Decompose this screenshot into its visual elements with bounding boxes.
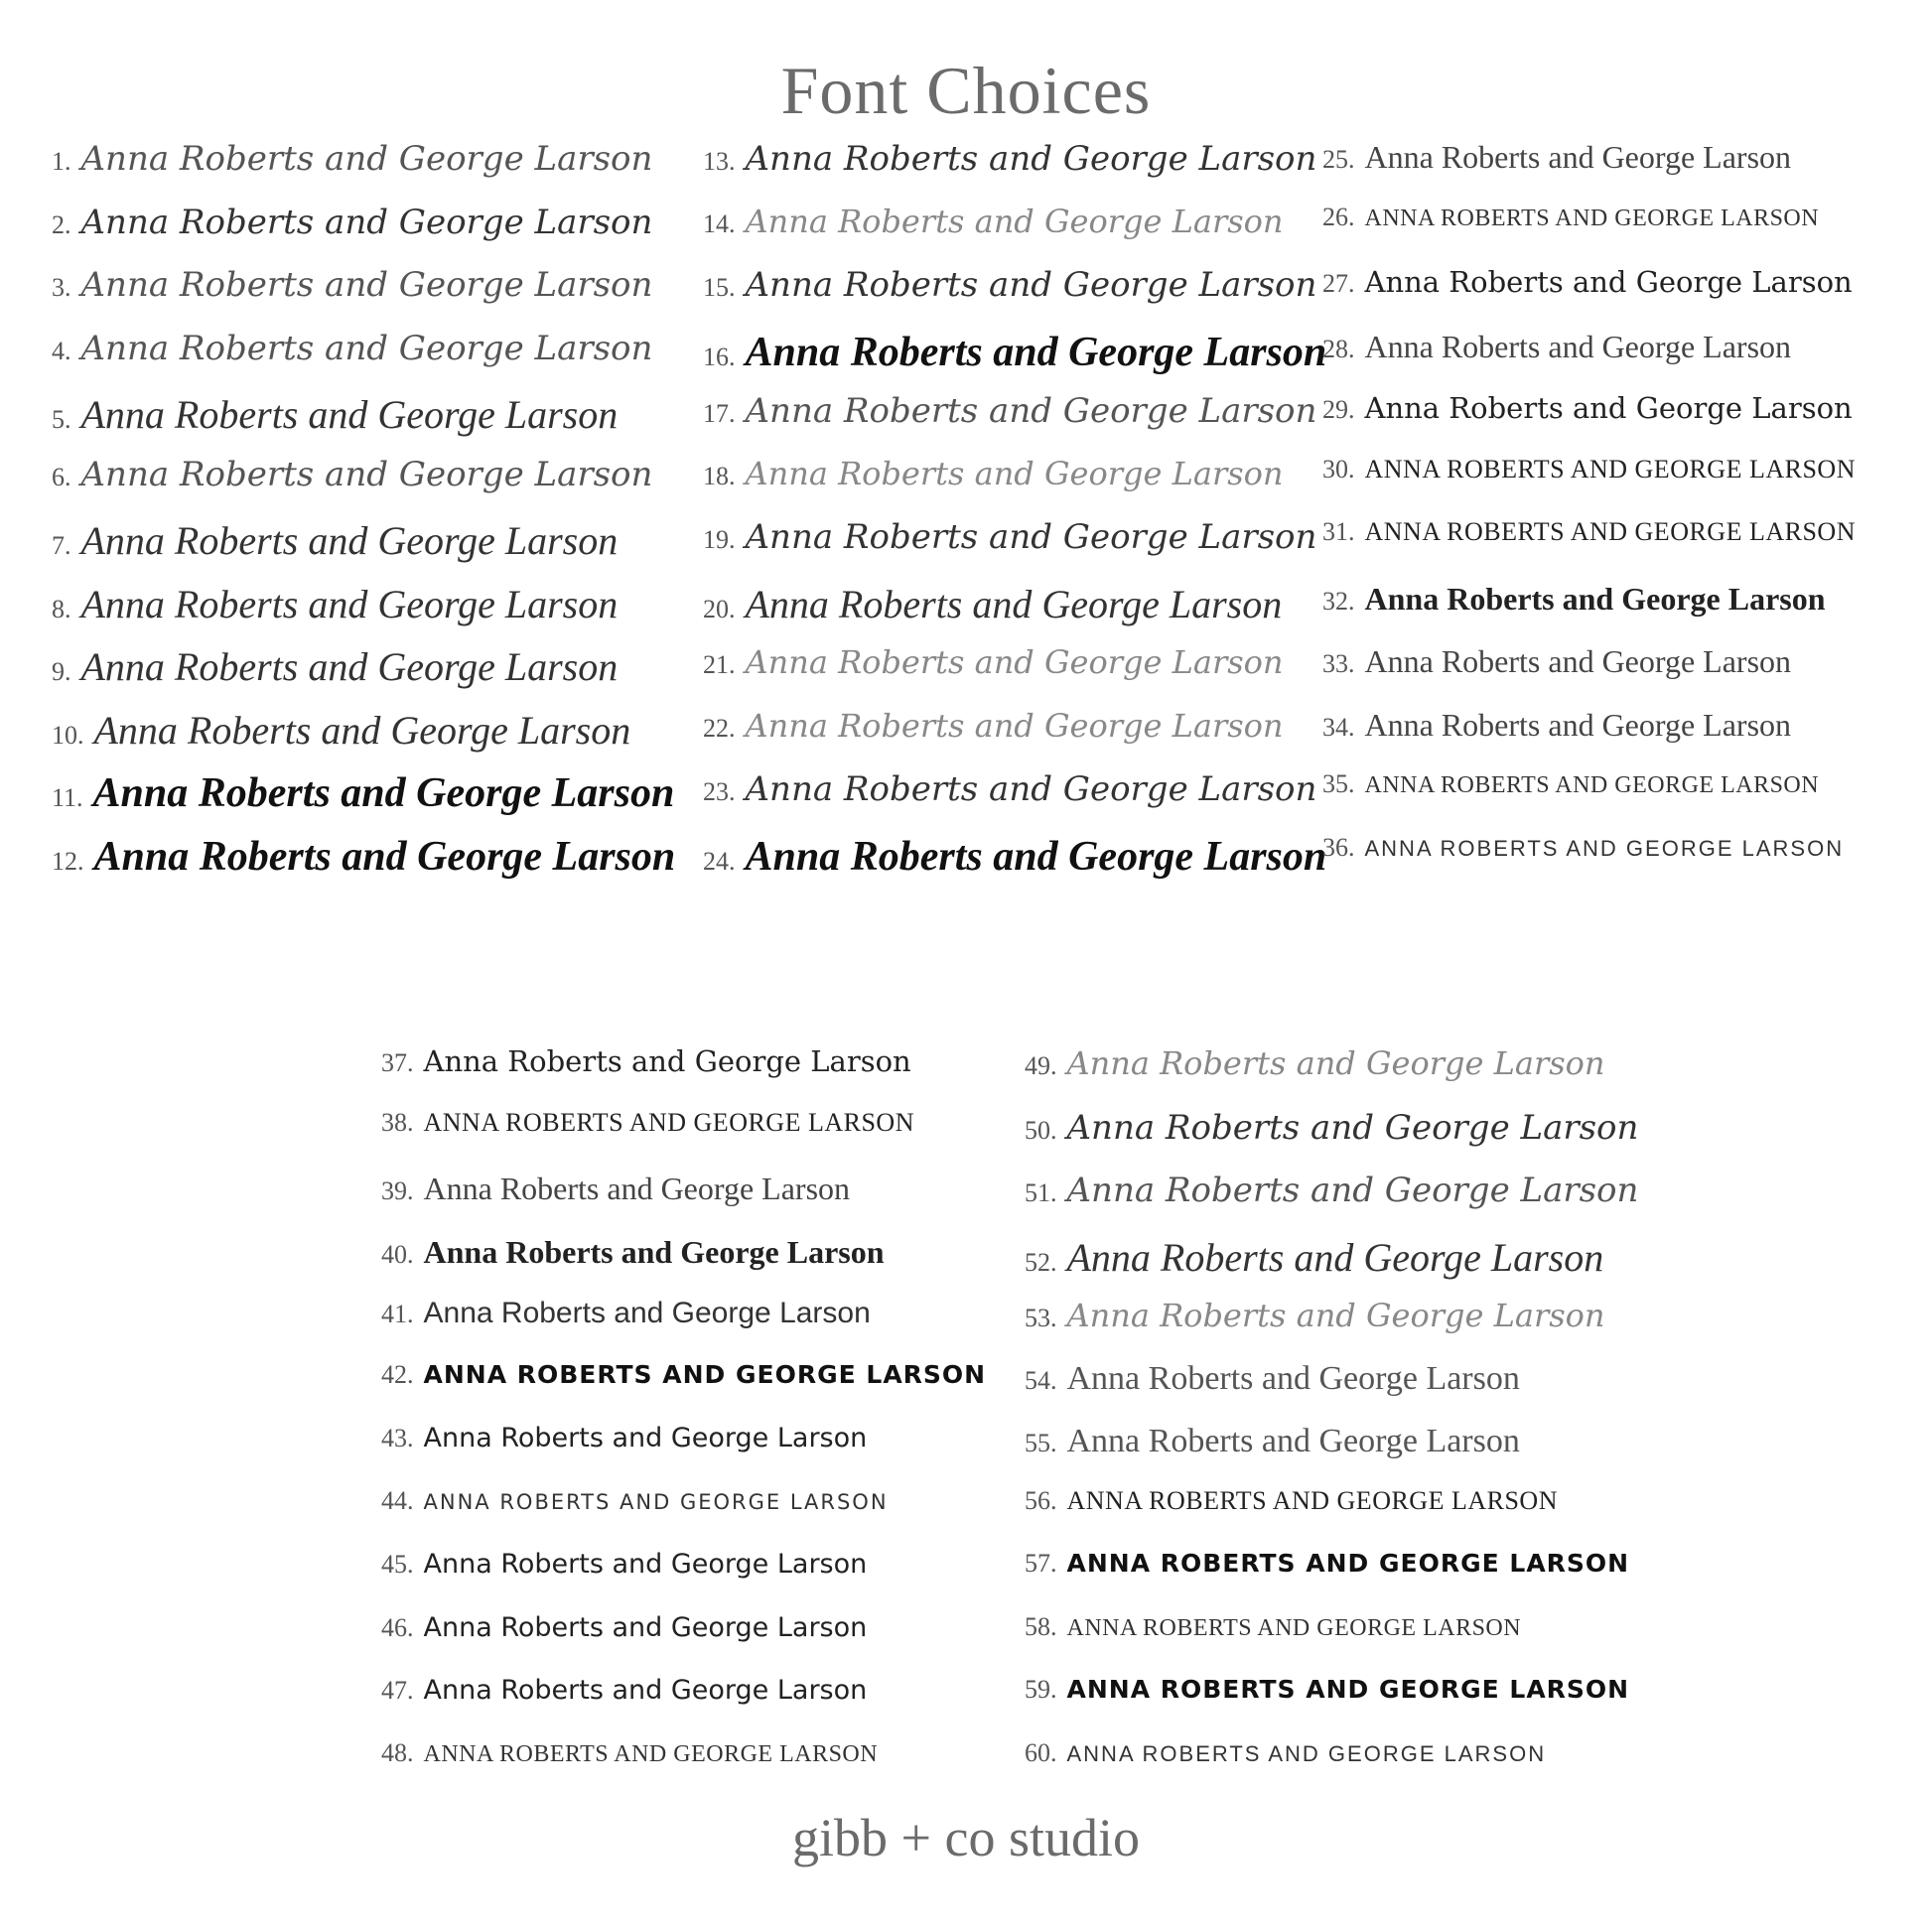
font-choice-row: [1322, 707, 1791, 744]
font-choice-row: [1025, 1108, 1638, 1148]
font-choice-number: 22.: [703, 713, 736, 743]
font-choice-number: 30.: [1322, 454, 1355, 483]
font-choice-row: [381, 1297, 871, 1330]
font-choice-number: 23.: [703, 777, 736, 806]
font-choice-number: 53.: [1025, 1304, 1057, 1332]
font-choice-number: 47.: [381, 1676, 414, 1705]
font-choice-number: 28.: [1322, 334, 1355, 363]
font-choice-sample: Anna Roberts and George Larson: [1066, 1107, 1639, 1148]
font-choice-sample: Anna Roberts and George Larson: [1364, 706, 1792, 743]
font-choice-sample: Anna Roberts and George Larson: [80, 581, 619, 626]
font-choice-sample: Anna Roberts and George Larson: [423, 1549, 868, 1580]
font-choice-row: [703, 455, 1284, 492]
font-choice-number: 35.: [1322, 769, 1355, 798]
font-choice-number: 54.: [1025, 1365, 1057, 1395]
font-choice-row: [703, 707, 1284, 745]
font-choice-number: 37.: [381, 1048, 414, 1077]
font-choice-number: 45.: [381, 1550, 414, 1579]
font-choice-row: [1322, 455, 1856, 484]
font-choice-sample: Anna Roberts and George Larson: [80, 518, 619, 563]
font-choice-sample: Anna Roberts and George Larson: [80, 392, 619, 437]
font-choice-sample: Anna Roberts and George Larson: [1066, 1423, 1520, 1459]
font-choice-number: 27.: [1322, 269, 1355, 298]
font-choice-number: 21.: [703, 650, 736, 679]
font-choice-row: [381, 1738, 878, 1768]
font-choice-number: 57.: [1025, 1549, 1057, 1578]
font-choice-number: 58.: [1025, 1611, 1057, 1641]
studio-name: gibb + co studio: [792, 1808, 1140, 1867]
font-choice-number: 19.: [703, 525, 736, 554]
font-choice-sample: Anna Roberts and George Larson: [423, 1044, 911, 1078]
font-choice-sample: Anna Roberts and George Larson: [1066, 1359, 1520, 1397]
font-choice-row: [1025, 1675, 1629, 1705]
font-choice-number: 13.: [703, 147, 736, 176]
font-choice-number: 25.: [1322, 145, 1355, 174]
font-choice-sample: ANNA ROBERTS AND GEORGE LARSON: [423, 1359, 987, 1389]
font-choice-sample: Anna Roberts and George Larson: [745, 202, 1284, 240]
font-choice-row: [703, 329, 1326, 376]
font-choice-sample: Anna Roberts and George Larson: [1364, 391, 1853, 425]
font-choice-row: [1322, 329, 1791, 365]
font-choice-number: 36.: [1322, 832, 1355, 862]
page-title: Font Choices: [780, 53, 1152, 128]
font-choice-sample: ANNA ROBERTS AND GEORGE LARSON: [1066, 1614, 1522, 1641]
font-choice-sample: Anna Roberts and George Larson: [423, 1611, 868, 1643]
font-choice-sample: Anna Roberts and George Larson: [423, 1423, 868, 1453]
font-choice-row: [381, 1612, 867, 1643]
font-choice-row: [381, 1675, 867, 1706]
font-choice-sample: Anna Roberts and George Larson: [80, 202, 653, 242]
font-choice-number: 6.: [52, 462, 71, 491]
font-choice-number: 56.: [1025, 1485, 1057, 1515]
font-choice-sample: Anna Roberts and George Larson: [80, 265, 653, 305]
font-choice-number: 15.: [703, 273, 736, 302]
font-choice-sample: Anna Roberts and George Larson: [1364, 328, 1792, 364]
font-choice-row: [381, 1423, 867, 1453]
font-choice-row: [381, 1108, 914, 1138]
font-choice-sample: ANNA ROBERTS AND GEORGE LARSON: [1066, 1740, 1547, 1766]
font-choice-row: [1322, 643, 1791, 680]
font-choice-sample: Anna Roberts and George Larson: [745, 329, 1327, 375]
font-choice-row: [1025, 1044, 1605, 1082]
font-choice-number: 59.: [1025, 1675, 1057, 1704]
font-choice-row: [1025, 1738, 1546, 1768]
font-choice-number: 9.: [52, 657, 71, 686]
font-choice-number: 24.: [703, 846, 736, 876]
font-choice-sample: ANNA ROBERTS AND GEORGE LARSON: [1066, 1675, 1630, 1704]
font-choice-sample: Anna Roberts and George Larson: [745, 454, 1284, 492]
font-choice-sample: Anna Roberts and George Larson: [1364, 643, 1792, 679]
font-choice-number: 51.: [1025, 1178, 1057, 1207]
font-choice-row: [1025, 1171, 1638, 1210]
font-choice-number: 16.: [703, 342, 736, 371]
font-choice-row: [381, 1171, 850, 1207]
font-choice-sample: Anna Roberts and George Larson: [93, 707, 631, 753]
font-choice-sample: ANNA ROBERTS AND GEORGE LARSON: [1364, 772, 1820, 798]
font-choice-sample: Anna Roberts and George Larson: [423, 1675, 868, 1706]
font-choice-number: 41.: [381, 1300, 414, 1328]
font-choice-row: [52, 769, 674, 817]
font-choice-row: [381, 1549, 867, 1580]
font-choice-number: 49.: [1025, 1051, 1057, 1080]
font-choice-sample: ANNA ROBERTS AND GEORGE LARSON: [1364, 454, 1856, 483]
font-choice-sample: Anna Roberts and George Larson: [745, 833, 1327, 880]
font-choice-row: [703, 517, 1316, 557]
font-choice-row: [1322, 769, 1819, 799]
font-choice-sample: Anna Roberts and George Larson: [80, 454, 653, 494]
font-choice-number: 11.: [52, 783, 83, 812]
font-choice-row: [703, 265, 1316, 305]
font-choice-row: [52, 707, 630, 754]
font-choice-row: [1025, 1234, 1603, 1281]
font-choice-row: [1025, 1549, 1629, 1579]
font-choice-sample: Anna Roberts and George Larson: [80, 139, 653, 179]
font-choice-row: [703, 391, 1316, 431]
font-choice-sample: Anna Roberts and George Larson: [80, 644, 619, 689]
font-choice-number: 31.: [1322, 517, 1355, 546]
font-choice-row: [703, 643, 1284, 681]
font-choice-number: 43.: [381, 1424, 414, 1452]
font-choice-number: 29.: [1322, 395, 1355, 424]
font-choice-sample: Anna Roberts and George Larson: [423, 1171, 851, 1206]
font-choice-number: 50.: [1025, 1115, 1057, 1145]
font-choice-row: [52, 833, 675, 881]
font-choice-row: [703, 769, 1316, 809]
font-choice-row: [52, 455, 652, 494]
font-choice-number: 34.: [1322, 712, 1355, 742]
font-choice-row: [1322, 517, 1856, 547]
font-choice-sample: Anna Roberts and George Larson: [745, 706, 1284, 745]
font-choice-row: [703, 581, 1282, 627]
font-choice-number: 4.: [52, 336, 71, 365]
font-choice-row: [1322, 391, 1853, 425]
font-choice-sample: ANNA ROBERTS AND GEORGE LARSON: [423, 1107, 914, 1137]
font-choice-sample: ANNA ROBERTS AND GEORGE LARSON: [1364, 517, 1856, 546]
font-choice-row: [1025, 1486, 1558, 1516]
font-choice-sample: ANNA ROBERTS AND GEORGE LARSON: [1364, 835, 1845, 861]
font-choice-number: 33.: [1322, 649, 1355, 678]
font-choice-number: 3.: [52, 273, 71, 302]
font-choice-sample: Anna Roberts and George Larson: [93, 833, 676, 880]
font-choice-row: [52, 517, 618, 564]
font-choice-sample: ANNA ROBERTS AND GEORGE LARSON: [423, 1489, 889, 1514]
font-choice-number: 44.: [381, 1485, 414, 1515]
font-choice-number: 46.: [381, 1612, 414, 1642]
font-choice-number: 52.: [1025, 1247, 1057, 1277]
font-choice-row: [703, 833, 1326, 881]
font-choice-number: 8.: [52, 594, 71, 623]
font-choice-number: 1.: [52, 147, 71, 176]
font-choice-sample: ANNA ROBERTS AND GEORGE LARSON: [1364, 205, 1820, 231]
font-choice-sample: Anna Roberts and George Larson: [745, 265, 1317, 305]
font-choice-number: 10.: [52, 720, 84, 750]
font-choice-number: 20.: [703, 594, 736, 623]
font-choice-sample: ANNA ROBERTS AND GEORGE LARSON: [1066, 1485, 1558, 1515]
font-choice-sample: Anna Roberts and George Larson: [745, 769, 1317, 809]
font-choice-sample: ANNA ROBERTS AND GEORGE LARSON: [1066, 1549, 1630, 1578]
font-choice-row: [381, 1044, 911, 1078]
font-choice-number: 40.: [381, 1239, 414, 1269]
font-choice-sample: Anna Roberts and George Larson: [745, 139, 1317, 179]
font-choice-number: 55.: [1025, 1429, 1057, 1457]
font-choice-number: 38.: [381, 1107, 414, 1137]
font-choice-sample: Anna Roberts and George Larson: [423, 1297, 871, 1329]
font-choice-number: 60.: [1025, 1737, 1057, 1767]
font-choice-row: [381, 1486, 889, 1516]
font-choice-sample: Anna Roberts and George Larson: [1364, 139, 1792, 175]
font-choice-number: 2.: [52, 209, 71, 239]
font-choice-row: [52, 203, 652, 242]
font-choice-row: [703, 203, 1284, 240]
font-choice-number: 14.: [703, 208, 736, 238]
font-choice-row: [1322, 139, 1791, 176]
font-choice-sample: Anna Roberts and George Larson: [92, 770, 675, 816]
font-choice-row: [1322, 203, 1819, 232]
font-choice-row: [52, 391, 618, 438]
font-choice-row: [1025, 1360, 1520, 1398]
font-choice-number: 7.: [52, 531, 71, 560]
font-choice-number: 48.: [381, 1737, 414, 1767]
font-choice-row: [52, 643, 618, 690]
font-choice-sample: Anna Roberts and George Larson: [1364, 580, 1826, 617]
font-choice-sample: ANNA ROBERTS AND GEORGE LARSON: [423, 1740, 879, 1767]
font-choice-number: 18.: [703, 461, 736, 490]
font-choice-sample: Anna Roberts and George Larson: [745, 581, 1283, 626]
font-choice-row: [1322, 833, 1844, 863]
font-choice-row: [52, 581, 618, 627]
font-choice-row: [52, 265, 652, 305]
font-choice-row: [1322, 581, 1826, 618]
font-choice-number: 26.: [1322, 202, 1355, 231]
font-choice-number: 32.: [1322, 586, 1355, 616]
font-choice-row: [381, 1360, 986, 1390]
font-choice-row: [1025, 1297, 1605, 1334]
font-choice-sample: Anna Roberts and George Larson: [1066, 1044, 1605, 1082]
font-choice-sample: Anna Roberts and George Larson: [1066, 1171, 1639, 1210]
font-choice-row: [703, 139, 1316, 179]
font-choice-number: 42.: [381, 1359, 414, 1389]
font-choice-sample: Anna Roberts and George Larson: [1066, 1234, 1604, 1280]
font-choice-number: 39.: [381, 1176, 414, 1205]
font-choice-number: 12.: [52, 846, 84, 876]
font-choice-number: 17.: [703, 399, 736, 428]
font-choice-sample: Anna Roberts and George Larson: [745, 517, 1317, 557]
font-choice-sample: Anna Roberts and George Larson: [1066, 1297, 1605, 1334]
font-choice-sample: Anna Roberts and George Larson: [80, 328, 653, 368]
font-choice-row: [1025, 1423, 1520, 1460]
font-choice-row: [1322, 265, 1853, 299]
font-choice-row: [1025, 1612, 1521, 1642]
font-choice-sample: Anna Roberts and George Larson: [745, 391, 1317, 431]
font-choice-row: [381, 1234, 885, 1271]
font-choice-sample: Anna Roberts and George Larson: [1364, 265, 1853, 299]
font-choice-row: [52, 139, 652, 179]
font-choice-sample: Anna Roberts and George Larson: [423, 1233, 885, 1270]
font-choice-row: [52, 329, 652, 368]
font-choice-number: 5.: [52, 405, 71, 434]
font-choice-sample: Anna Roberts and George Larson: [745, 643, 1284, 681]
